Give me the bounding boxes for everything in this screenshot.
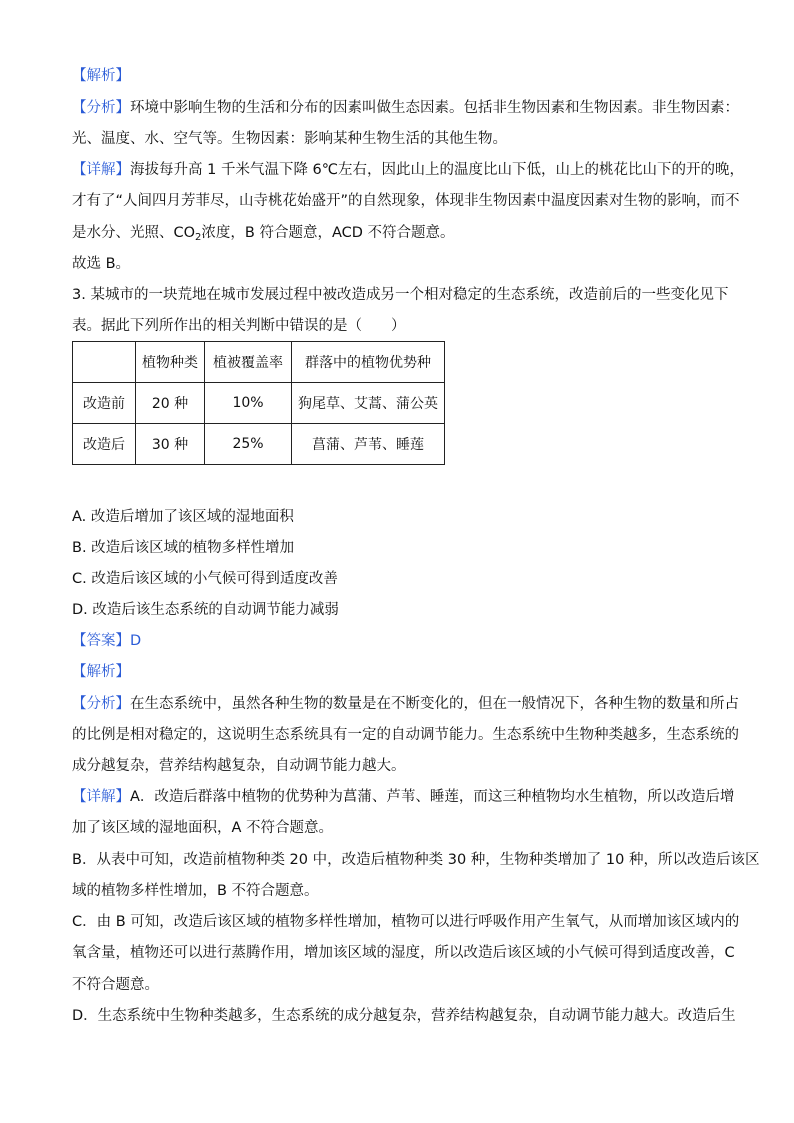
table-cell: 改造后 bbox=[73, 424, 136, 465]
table-header-cell: 植被覆盖率 bbox=[205, 342, 292, 383]
analysis-paragraph: 【分析】环境中影响生物的生活和分布的因素叫做生态因素。包括非生物因素和生物因素。非生物因素： bbox=[72, 100, 739, 116]
table-cell: 狗尾草、艾蒿、蒲公英 bbox=[292, 383, 445, 424]
analysis-paragraph: 【分析】在生态系统中，虽然各种生物的数量是在不断变化的，但在一般情况下，各种生物的数量和所占 bbox=[72, 696, 739, 712]
table-cell: 10% bbox=[205, 383, 292, 424]
analysis-tag: 【分析】 bbox=[72, 100, 130, 116]
analysis-tag: 【分析】 bbox=[72, 696, 130, 712]
option-c: C. 改造后该区域的小气候可得到适度改善 bbox=[72, 571, 338, 587]
option-a: A. 改造后增加了该区域的湿地面积 bbox=[72, 509, 294, 525]
detail-line: D．生态系统中生物种类越多，生态系统的成分越复杂，营养结构越复杂，自动调节能力越大。改造后生 bbox=[72, 1008, 736, 1024]
section-tag-analysis: 【解析】 bbox=[72, 664, 130, 680]
table-cell: 改造前 bbox=[73, 383, 136, 424]
detail-line: C．由 B 可知，改造后该区域的植物多样性增加，植物可以进行呼吸作用产生氧气，从而增加该区域内的 bbox=[72, 914, 740, 930]
table-cell: 20 种 bbox=[136, 383, 205, 424]
detail-line: 域的植物多样性增加，B 不符合题意。 bbox=[72, 883, 319, 899]
section-tag-analysis: 【解析】 bbox=[72, 68, 130, 84]
question-stem: 表。据此下列所作出的相关判断中错误的是（ ） bbox=[72, 318, 406, 334]
answer-line: 【答案】D bbox=[72, 633, 142, 649]
analysis-line: 光、温度、水、空气等。生物因素：影响某种生物生活的其他生物。 bbox=[72, 131, 507, 147]
table-cell: 菖蒲、芦苇、睡莲 bbox=[292, 424, 445, 465]
table-cell: 30 种 bbox=[136, 424, 205, 465]
table-row bbox=[73, 383, 445, 424]
detail-line: 是水分、光照、$CO_2$浓度，B 符合题意，ACD 不符合题意。 bbox=[72, 225, 455, 243]
conclusion-line: 故选 B。 bbox=[72, 256, 131, 272]
detail-paragraph: 【详解】海拔每升高 1 千米气温下降 6℃左右，因此山上的温度比山下低，山上的桃花比山下的开的晚， bbox=[72, 162, 745, 178]
detail-line: 才有了“人间四月芳菲尽，山寺桃花始盛开”的自然现象，体现非生物因素中温度因素对生物的影响，而不 bbox=[72, 193, 740, 209]
option-b: B. 改造后该区域的植物多样性增加 bbox=[72, 540, 295, 556]
detail-line: 不符合题意。 bbox=[72, 977, 159, 993]
option-d: D. 改造后该生态系统的自动调节能力减弱 bbox=[72, 602, 339, 618]
detail-paragraph: 【详解】A．改造后群落中植物的优势种为菖蒲、芦苇、睡莲，而这三种植物均水生植物，所以改造后增 bbox=[72, 789, 735, 805]
table-cell: 25% bbox=[205, 424, 292, 465]
table-row bbox=[73, 424, 445, 465]
table-header-row bbox=[73, 342, 445, 383]
detail-line: 加了该区域的湿地面积，A 不符合题意。 bbox=[72, 820, 334, 836]
table-header-cell: 群落中的植物优势种 bbox=[292, 342, 445, 383]
analysis-line: 的比例是相对稳定的，这说明生态系统具有一定的自动调节能力。生态系统中生物种类越多，生态系统的 bbox=[72, 727, 739, 743]
comparison-table bbox=[72, 341, 445, 465]
analysis-line: 成分越复杂，营养结构越复杂，自动调节能力越大。 bbox=[72, 758, 406, 774]
table-header-cell bbox=[73, 342, 136, 383]
question-stem: 3. 某城市的一块荒地在城市发展过程中被改造成另一个相对稳定的生态系统，改造前后的一些变化见下 bbox=[72, 287, 729, 303]
detail-tag: 【详解】 bbox=[72, 162, 130, 178]
detail-line: B．从表中可知，改造前植物种类 20 中，改造后植物种类 30 种，生物种类增加了 10 种，所以改造后该区 bbox=[72, 852, 760, 868]
table-header-cell: 植物种类 bbox=[136, 342, 205, 383]
detail-tag: 【详解】 bbox=[72, 789, 130, 805]
detail-line: 氧含量，植物还可以进行蒸腾作用，增加该区域的湿度，所以改造后该区域的小气候可得到适度改善，C bbox=[72, 945, 735, 961]
